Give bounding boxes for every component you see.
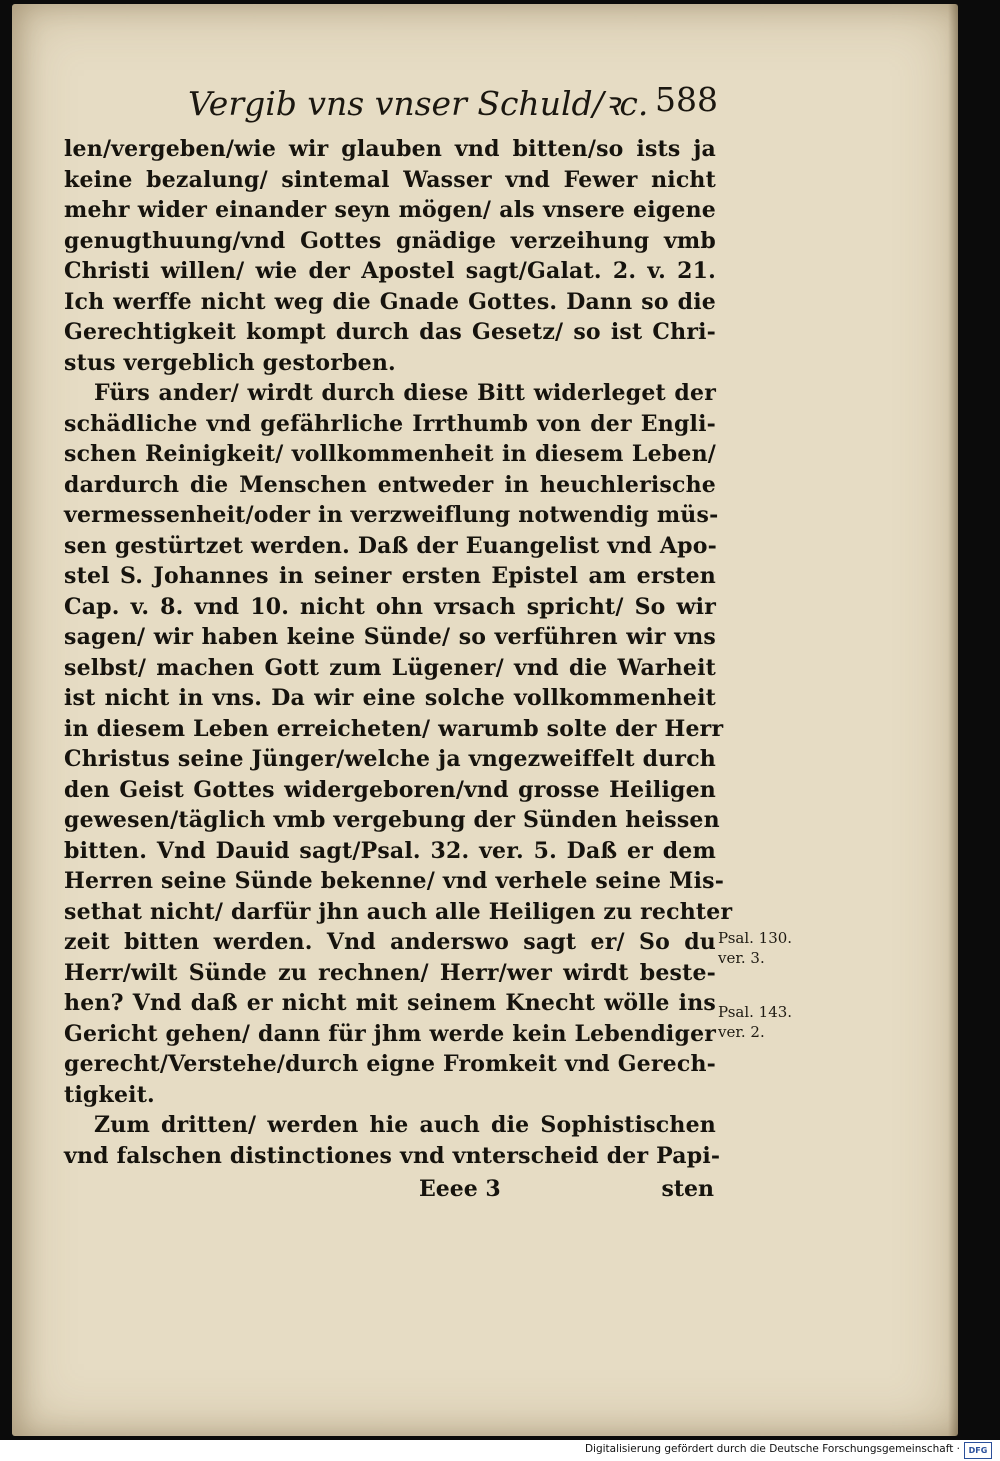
- margin-note-psalm-143: [718, 1002, 792, 1042]
- text-line: dardurch die Menschen entweder in heuchlerische: [64, 471, 716, 498]
- text-line: Christus seine Jünger/welche ja vngezweiffelt durch: [64, 746, 716, 772]
- text-line: zeit bitten werden. Vnd anderswo sagt er/ So du: [64, 929, 716, 955]
- text-line: den Geist Gottes widergeboren/vnd grosse Heiligen: [64, 776, 716, 803]
- text-line: mehr wider einander seyn mögen/ als vnsere eigene: [64, 197, 716, 223]
- text-line: stel S. Johannes in seiner ersten Epistel am ersten: [64, 563, 716, 589]
- text-line: Herr/wilt Sünde zu rechnen/ Herr/wer wirdt beste-: [64, 959, 716, 986]
- text-line: sethat nicht/ darfür jhn auch alle Heiligen zu rechter: [64, 898, 733, 925]
- footer-bar: [0, 1440, 1000, 1461]
- text-line: schädliche vnd gefährliche Irrthumb von der Engli-: [64, 410, 716, 437]
- text-line: keine bezalung/ sintemal Wasser vnd Fewer nicht: [64, 166, 716, 193]
- text-line: Herren seine Sünde bekenne/ vnd verhele seine Mis-: [64, 868, 725, 894]
- text-line: vnd falschen distinctiones vnd vnterscheid der Papi-: [64, 1142, 721, 1169]
- margin-note-line: Psal. 130.: [718, 929, 793, 947]
- text-line: bitten. Vnd Dauid sagt/Psal. 32. ver. 5. Daß er dem: [64, 837, 716, 864]
- text-line: Fürs ander/ wirdt durch diese Bitt widerleget der: [94, 380, 716, 406]
- funding-credit: Digitalisierung gefördert durch die Deutsche Forschungsgemeinschaft ·: [584, 1443, 960, 1455]
- text-line: Zum dritten/ werden hie auch die Sophistischen: [94, 1112, 716, 1138]
- text-line: Ich werffe nicht weg die Gnade Gottes. Dann so die: [64, 288, 716, 315]
- text-line: schen Reinigkeit/ vollkommenheit in diesem Leben/: [64, 441, 716, 467]
- text-line: ist nicht in vns. Da wir eine solche vollkommenheit: [64, 685, 716, 711]
- text-line: len/vergeben/wie wir glauben vnd bitten/so ists ja: [64, 136, 716, 162]
- text-line: sagen/ wir haben keine Sünde/ so verführen wir vns: [64, 624, 716, 650]
- text-line: sen gestürtzet werden. Daß der Euangelist vnd Apo-: [64, 532, 717, 559]
- text-line: Gericht gehen/ dann für jhm werde kein Lebendiger: [64, 1020, 717, 1047]
- text-line: Cap. v. 8. vnd 10. nicht ohn vrsach spricht/ So wir: [64, 593, 716, 620]
- text-line: Christi willen/ wie der Apostel sagt/Galat. 2. v. 21.: [64, 258, 716, 284]
- page-number: 588: [655, 80, 718, 119]
- body-text: [64, 134, 733, 1171]
- text-line: genugthuung/vnd Gottes gnädige verzeihung vmb: [64, 227, 716, 254]
- text-line: vermessenheit/oder in verzweiflung notwendig müs-: [64, 502, 719, 528]
- text-line: gerecht/Verstehe/durch eigne Fromkeit vnd Gerech-: [64, 1051, 716, 1077]
- text-line: hen? Vnd daß er nicht mit seinem Knecht wölle ins: [64, 990, 716, 1016]
- dfg-logo-icon: DFG: [964, 1442, 992, 1459]
- text-line: tigkeit.: [64, 1081, 155, 1108]
- text-line: in diesem Leben erreicheten/ warumb solte der Herr: [64, 715, 724, 742]
- signature-mark: Eeee 3: [419, 1176, 501, 1202]
- margin-note-psalm-130: [718, 928, 792, 968]
- text-line: stus vergeblich gestorben.: [64, 349, 396, 376]
- catchword: sten: [661, 1176, 714, 1202]
- running-head-title: Vergib vns vnser Schuld/ꝛc.: [188, 84, 649, 123]
- margin-note-line: ver. 2.: [718, 1023, 765, 1041]
- text-line: gewesen/täglich vmb vergebung der Sünden heissen: [64, 807, 720, 833]
- signature-line: [64, 1176, 716, 1208]
- text-line: selbst/ machen Gott zum Lügener/ vnd die Warheit: [64, 654, 716, 681]
- text-line: Gerechtigkeit kompt durch das Gesetz/ so ist Chri-: [64, 319, 716, 345]
- running-head: [188, 80, 718, 130]
- margin-note-line: ver. 3.: [718, 949, 765, 967]
- margin-note-line: Psal. 143.: [718, 1003, 793, 1021]
